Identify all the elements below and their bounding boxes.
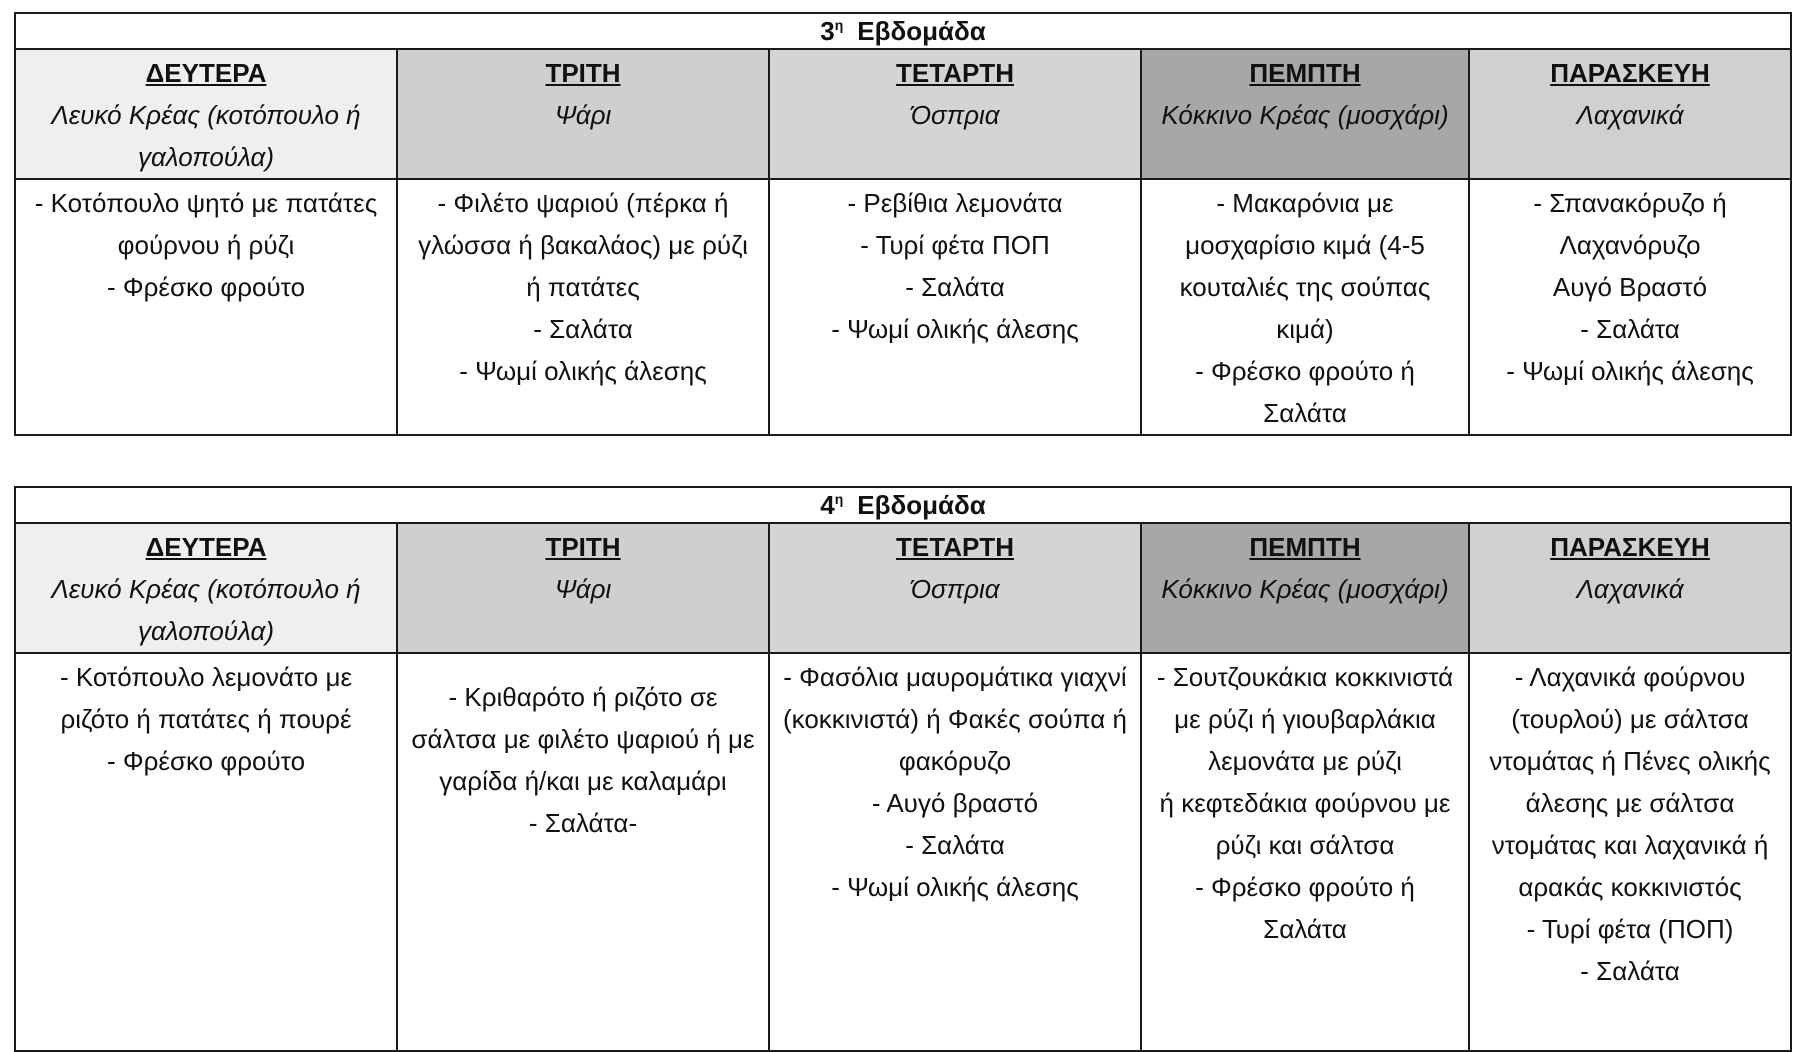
meal-line: - Σαλάτα [533,314,633,344]
week-word: Εβδομάδα [857,490,986,520]
meal-line: - Σαλάτα [905,830,1005,860]
week-ordinal-suffix: η [834,17,844,34]
day-category: Ψάρι [554,574,612,604]
day-category: Λευκό Κρέας (κοτόπουλο ή γαλοπούλα) [51,100,361,172]
meal-line: - Ψωμί ολικής άλεσης [459,356,707,386]
meal-line: - Ψωμί ολικής άλεσης [831,314,1079,344]
meal-line: - Φιλέτο ψαριού (πέρκα ή γλώσσα ή βακαλάος) με ρύζι ή πατάτες [418,188,748,302]
meal-line: - Κριθαρότο ή ριζότο σε σάλτσα με φιλέτο ψαριού ή με γαρίδα ή/και με καλαμάρι [411,682,755,796]
meal-line: Αυγό Βραστό [1552,272,1708,302]
day-header-thursday [1141,523,1469,653]
day-header-friday [1469,523,1791,653]
meal-cell-tuesday [397,653,769,1051]
meal-line: - Αυγό βραστό [871,788,1039,818]
week-word: Εβδομάδα [857,16,986,46]
meal-line: - Σαλάτα [905,272,1005,302]
day-category: Λαχανικά [1576,100,1684,130]
meal-line: - Φασόλια μαυρομάτικα γιαχνί (κοκκινιστά) ή Φακές σούπα ή φακόρυζο [782,662,1128,776]
meal-line: - Φρέσκο φρούτο ή Σαλάτα [1195,872,1415,944]
meal-line: - Φρέσκο φρούτο [106,746,306,776]
week-number: 3 [820,16,835,46]
meal-line: - Μακαρόνια με μοσχαρίσιο κιμά (4-5 κουταλιές της σούπας κιμά) [1179,188,1431,344]
meal-cell-thursday [1141,179,1469,435]
day-category: Κόκκινο Κρέας (μοσχάρι) [1161,574,1449,604]
day-header-friday [1469,49,1791,179]
meal-line: - Σπανακόρυζο ή Λαχανόρυζο [1533,188,1727,260]
day-header-wednesday [769,49,1141,179]
meal-line: - Ρεβίθια λεμονάτα [847,188,1063,218]
week-ordinal-suffix: η [834,491,844,508]
day-category: Λευκό Κρέας (κοτόπουλο ή γαλοπούλα) [51,574,361,646]
day-category: Όσπρια [910,100,1000,130]
day-category: Κόκκινο Κρέας (μοσχάρι) [1161,100,1449,130]
meal-line: ή κεφτεδάκια φούρνου με ρύζι και σάλτσα [1159,788,1451,860]
day-category: Όσπρια [910,574,1000,604]
week-4-title [15,487,1791,523]
day-header-tuesday [397,49,769,179]
meal-line: - Κοτόπουλο λεμονάτο με ριζότο ή πατάτες ή πουρέ [59,662,353,734]
week-number: 4 [820,490,835,520]
day-name: ΔΕΥΤΕΡΑ [145,58,267,88]
day-header-wednesday [769,523,1141,653]
day-name: ΤΕΤΑΡΤΗ [896,532,1014,562]
day-category: Λαχανικά [1576,574,1684,604]
day-name: ΤΕΤΑΡΤΗ [896,58,1014,88]
meal-cell-friday [1469,653,1791,1051]
day-header-monday [15,523,397,653]
meal-line: - Σαλάτα- [528,808,638,838]
meal-line: - Σαλάτα [1580,956,1680,986]
meal-line: - Τυρί φέτα (ΠΟΠ) [1526,914,1734,944]
meal-line: - Σαλάτα [1580,314,1680,344]
meal-line: - Κοτόπουλο ψητό με πατάτες φούρνου ή ρύζι [34,188,378,260]
meal-cell-friday [1469,179,1791,435]
day-name: ΤΡΙΤΗ [545,58,621,88]
meal-line: - Ψωμί ολικής άλεσης [1506,356,1754,386]
day-header-thursday [1141,49,1469,179]
meal-cell-tuesday [397,179,769,435]
meal-line: - Ψωμί ολικής άλεσης [831,872,1079,902]
week-3-menu-table [14,12,1792,436]
day-category: Ψάρι [554,100,612,130]
day-name: ΠΕΜΠΤΗ [1249,58,1361,88]
meal-cell-monday [15,653,397,1051]
week-3-title [15,13,1791,49]
meal-line: - Σουτζουκάκια κοκκινιστά με ρύζι ή γιουβαρλάκια λεμονάτα με ρύζι [1156,662,1454,776]
meal-line: - Φρέσκο φρούτο [106,272,306,302]
meal-cell-thursday [1141,653,1469,1051]
meal-line: - Λαχανικά φούρνου (τουρλού) με σάλτσα ντομάτας ή Πένες ολικής άλεσης με σάλτσα ντομάτας και λαχανικά ή αρακάς κοκκινιστός [1489,662,1771,902]
meal-cell-wednesday [769,179,1141,435]
meal-cell-wednesday [769,653,1141,1051]
meal-cell-monday [15,179,397,435]
day-name: ΤΡΙΤΗ [545,532,621,562]
day-name: ΠΑΡΑΣΚΕΥΗ [1550,58,1710,88]
day-header-tuesday [397,523,769,653]
day-name: ΠΕΜΠΤΗ [1249,532,1361,562]
day-header-monday [15,49,397,179]
day-name: ΔΕΥΤΕΡΑ [145,532,267,562]
meal-line: - Τυρί φέτα ΠΟΠ [860,230,1050,260]
day-name: ΠΑΡΑΣΚΕΥΗ [1550,532,1710,562]
week-4-menu-table [14,486,1792,1052]
meal-line: - Φρέσκο φρούτο ή Σαλάτα [1195,356,1415,428]
